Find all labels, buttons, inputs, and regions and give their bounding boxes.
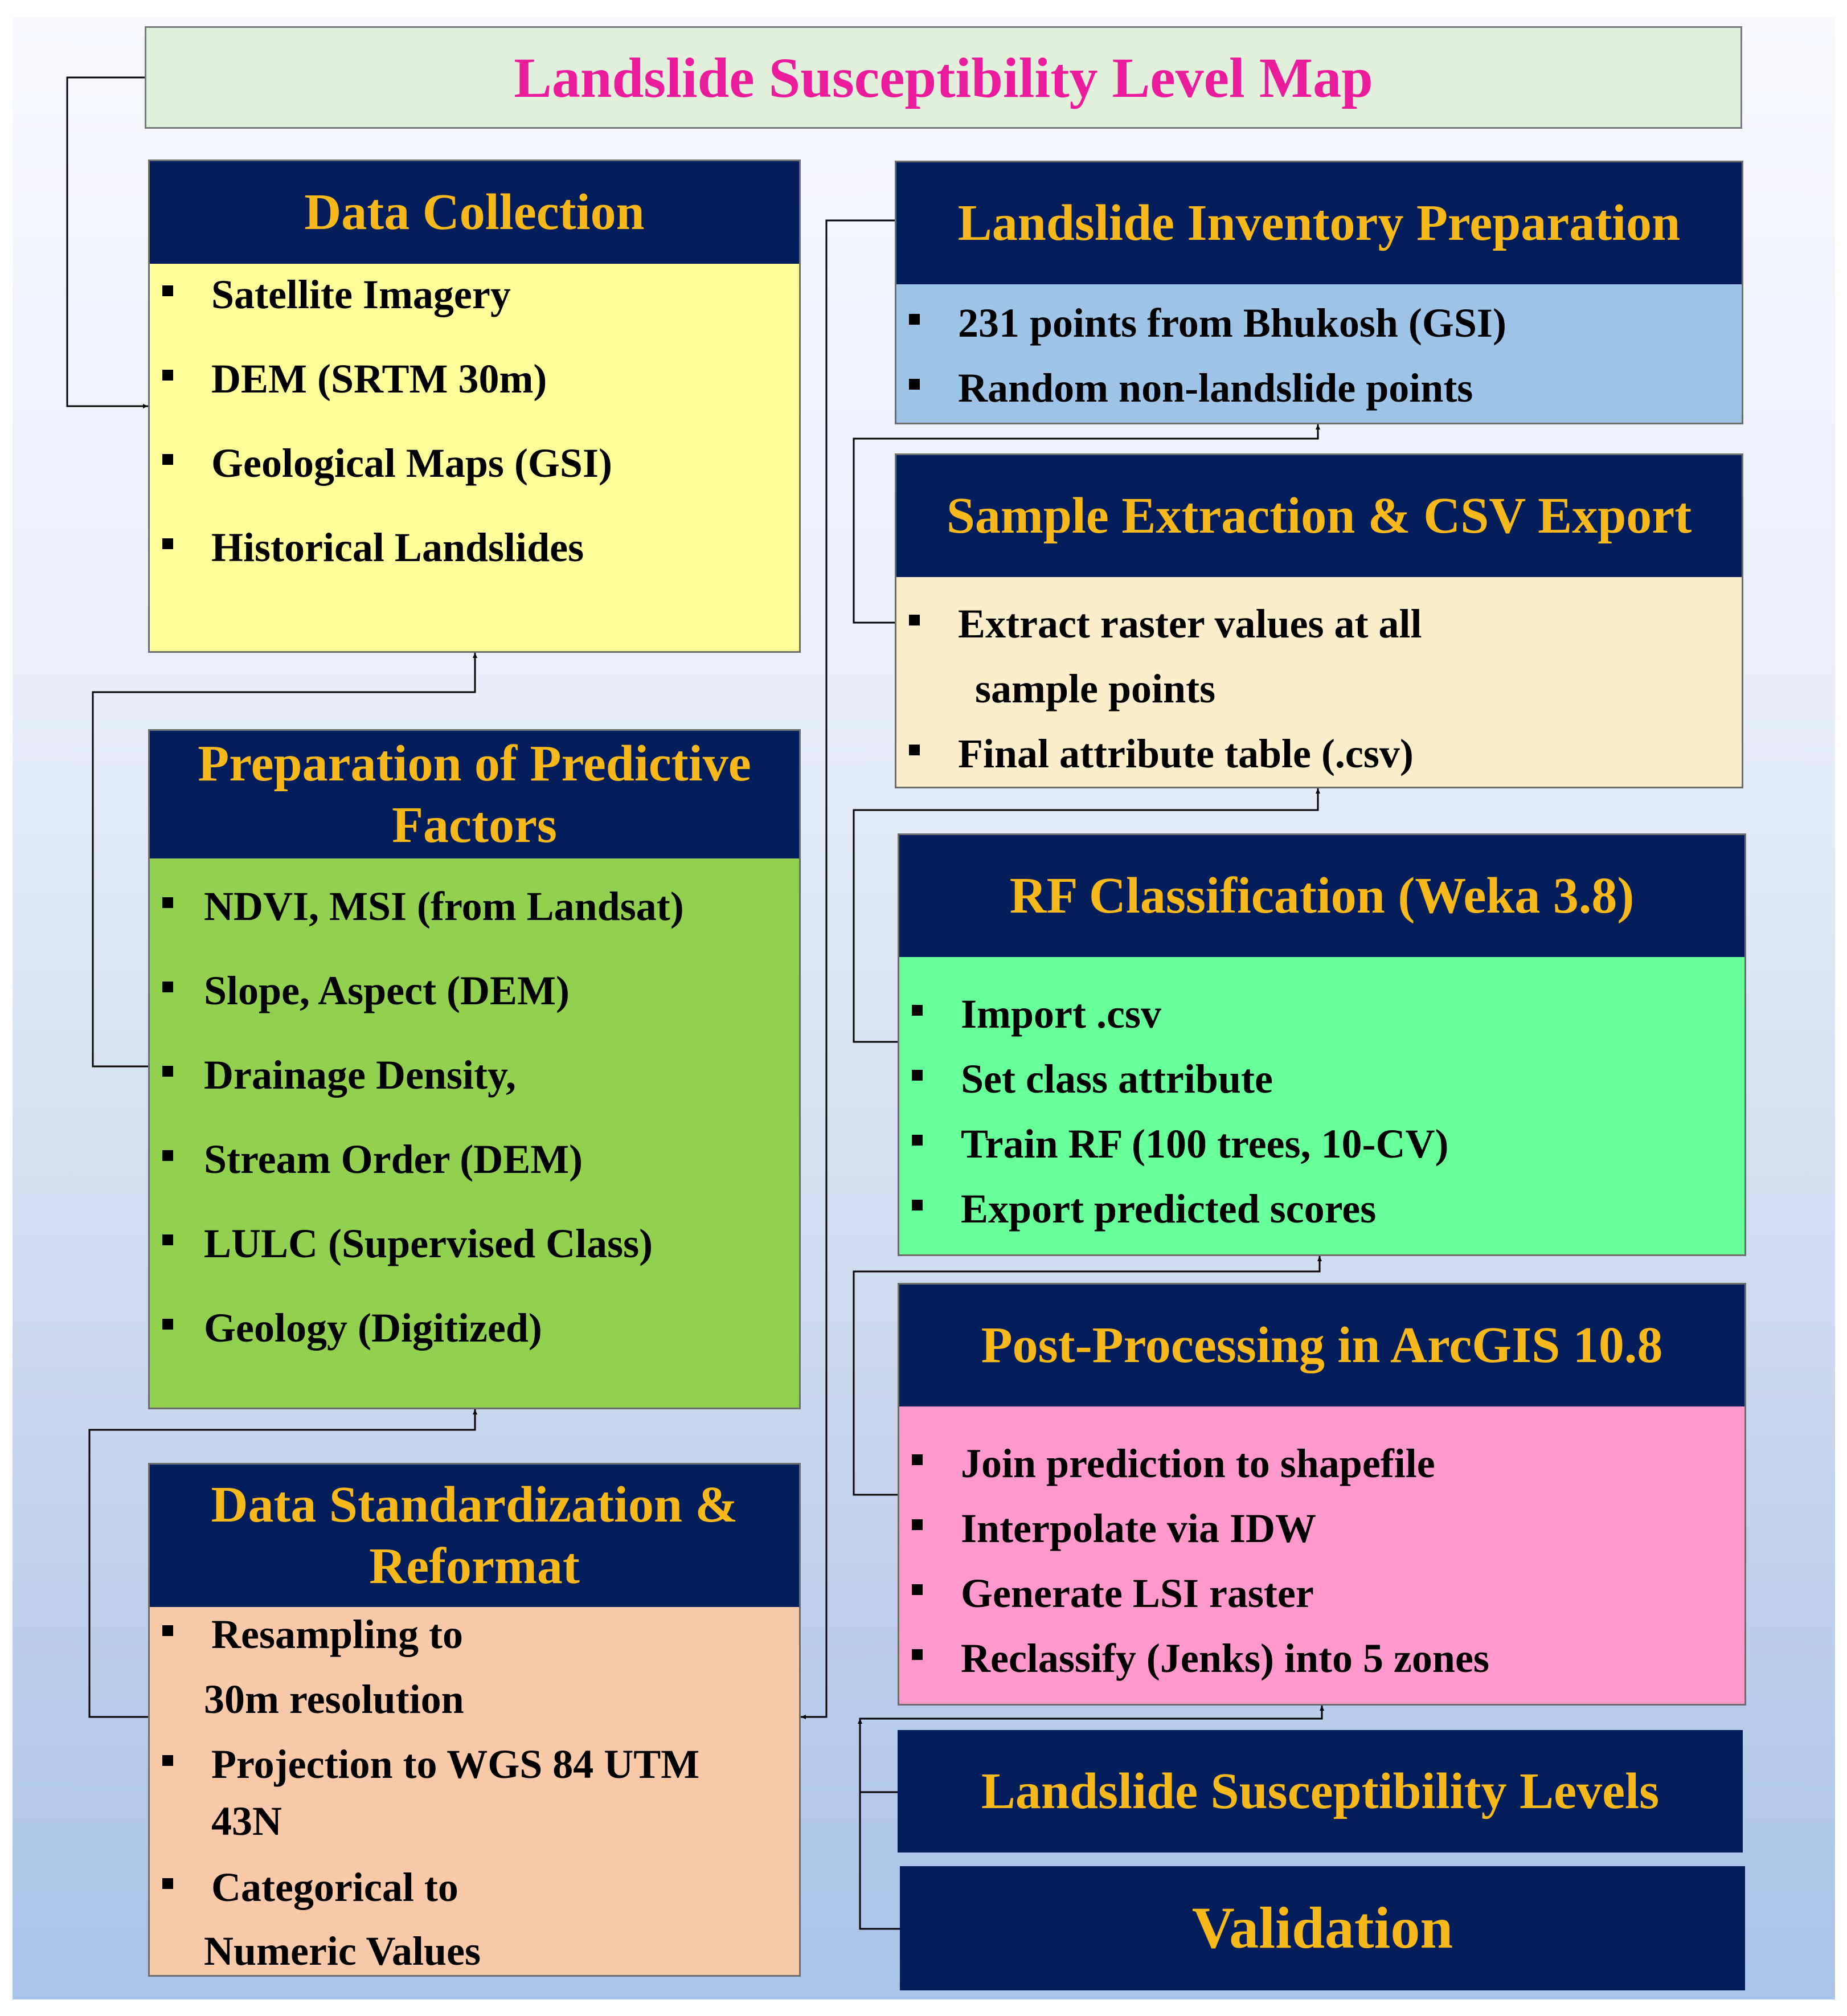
post-processing-box: Post-Processing in ArcGIS 10.8 Join prediction to shapefile Interpolate via IDW Generate LSI raster Reclassify (Jenks) into 5 zones: [898, 1283, 1746, 1706]
bullet-icon: [162, 370, 173, 381]
predictive-factors-box: Preparation of Predictive Factors NDVI, MSI (from Landsat) Slope, Aspect (DEM) Drainage Density, Stream Order (DEM) LULC (Supervised Class) Geology (Digitized): [148, 729, 801, 1409]
rf-classification-header: RF Classification (Weka 3.8): [899, 835, 1744, 957]
inventory-header: Landslide Inventory Preparation: [896, 162, 1742, 284]
data-collection-header: Data Collection: [150, 161, 799, 264]
bullet-icon: [909, 745, 920, 755]
rf-classification-box: RF Classification (Weka 3.8) Import .csv Set class attribute Train RF (100 trees, 10-CV) Export predicted scores: [898, 833, 1746, 1256]
arrow-validation-to-post: [860, 1719, 900, 1929]
validation-box: [900, 1866, 1745, 1990]
bullet-icon: [162, 897, 173, 908]
predictive-factors-title: Preparation of Predictive Factors: [198, 735, 751, 853]
bullet-icon: [909, 615, 920, 625]
bullet-icon: [162, 1234, 173, 1245]
data-collection-box: Data Collection Satellite Imagery DEM (SRTM 30m) Geological Maps (GSI) Historical Landslides: [148, 160, 801, 653]
bullet-icon: [912, 1584, 923, 1595]
sample-extraction-box: Sample Extraction & CSV Export Extract raster values at all sample points Final attribute table (.csv): [895, 453, 1743, 788]
standardization-header: [150, 1465, 799, 1607]
bullet-icon: [909, 314, 920, 325]
arrow-inventory-to-standardization: [801, 220, 895, 1717]
bullet-icon: [162, 1066, 173, 1077]
susceptibility-levels-box: [898, 1730, 1743, 1853]
sample-extraction-header: Sample Extraction & CSV Export: [896, 455, 1742, 577]
susceptibility-levels-header: Landslide Susceptibility Levels: [898, 1730, 1743, 1853]
bullet-icon: [162, 1319, 173, 1330]
page-title: Landslide Susceptibility Level Map: [514, 46, 1373, 109]
bullet-icon: [162, 982, 173, 992]
standardization-box: Data Standardization & Reformat Resampling to 30m resolution Projection to WGS 84 UTM 43N Categorical to Numeric Values: [148, 1463, 801, 1977]
bullet-icon: [912, 1135, 923, 1146]
bullet-icon: [162, 1150, 173, 1161]
bullet-icon: [912, 1005, 923, 1016]
predictive-factors-header: [150, 731, 799, 858]
bullet-icon: [912, 1200, 923, 1211]
bullet-icon: [162, 1878, 173, 1889]
title-box: [145, 26, 1742, 129]
post-processing-header: Post-Processing in ArcGIS 10.8: [899, 1285, 1744, 1406]
bullet-icon: [912, 1454, 923, 1465]
bullet-icon: [912, 1519, 923, 1530]
bullet-icon: [162, 1755, 173, 1766]
validation-header: Validation: [900, 1866, 1745, 1990]
bullet-icon: [162, 1625, 173, 1636]
bullet-icon: [909, 379, 920, 390]
arrow-title-to-data-collection: [67, 77, 148, 406]
bullet-icon: [912, 1649, 923, 1660]
inventory-box: Landslide Inventory Preparation 231 points from Bhukosh (GSI) Random non-landslide points: [895, 161, 1743, 424]
bullet-icon: [162, 538, 173, 549]
bullet-icon: [162, 285, 173, 296]
bullet-icon: [912, 1070, 923, 1081]
standardization-title: Data Standardization & Reformat: [211, 1477, 738, 1594]
bullet-icon: [162, 454, 173, 465]
